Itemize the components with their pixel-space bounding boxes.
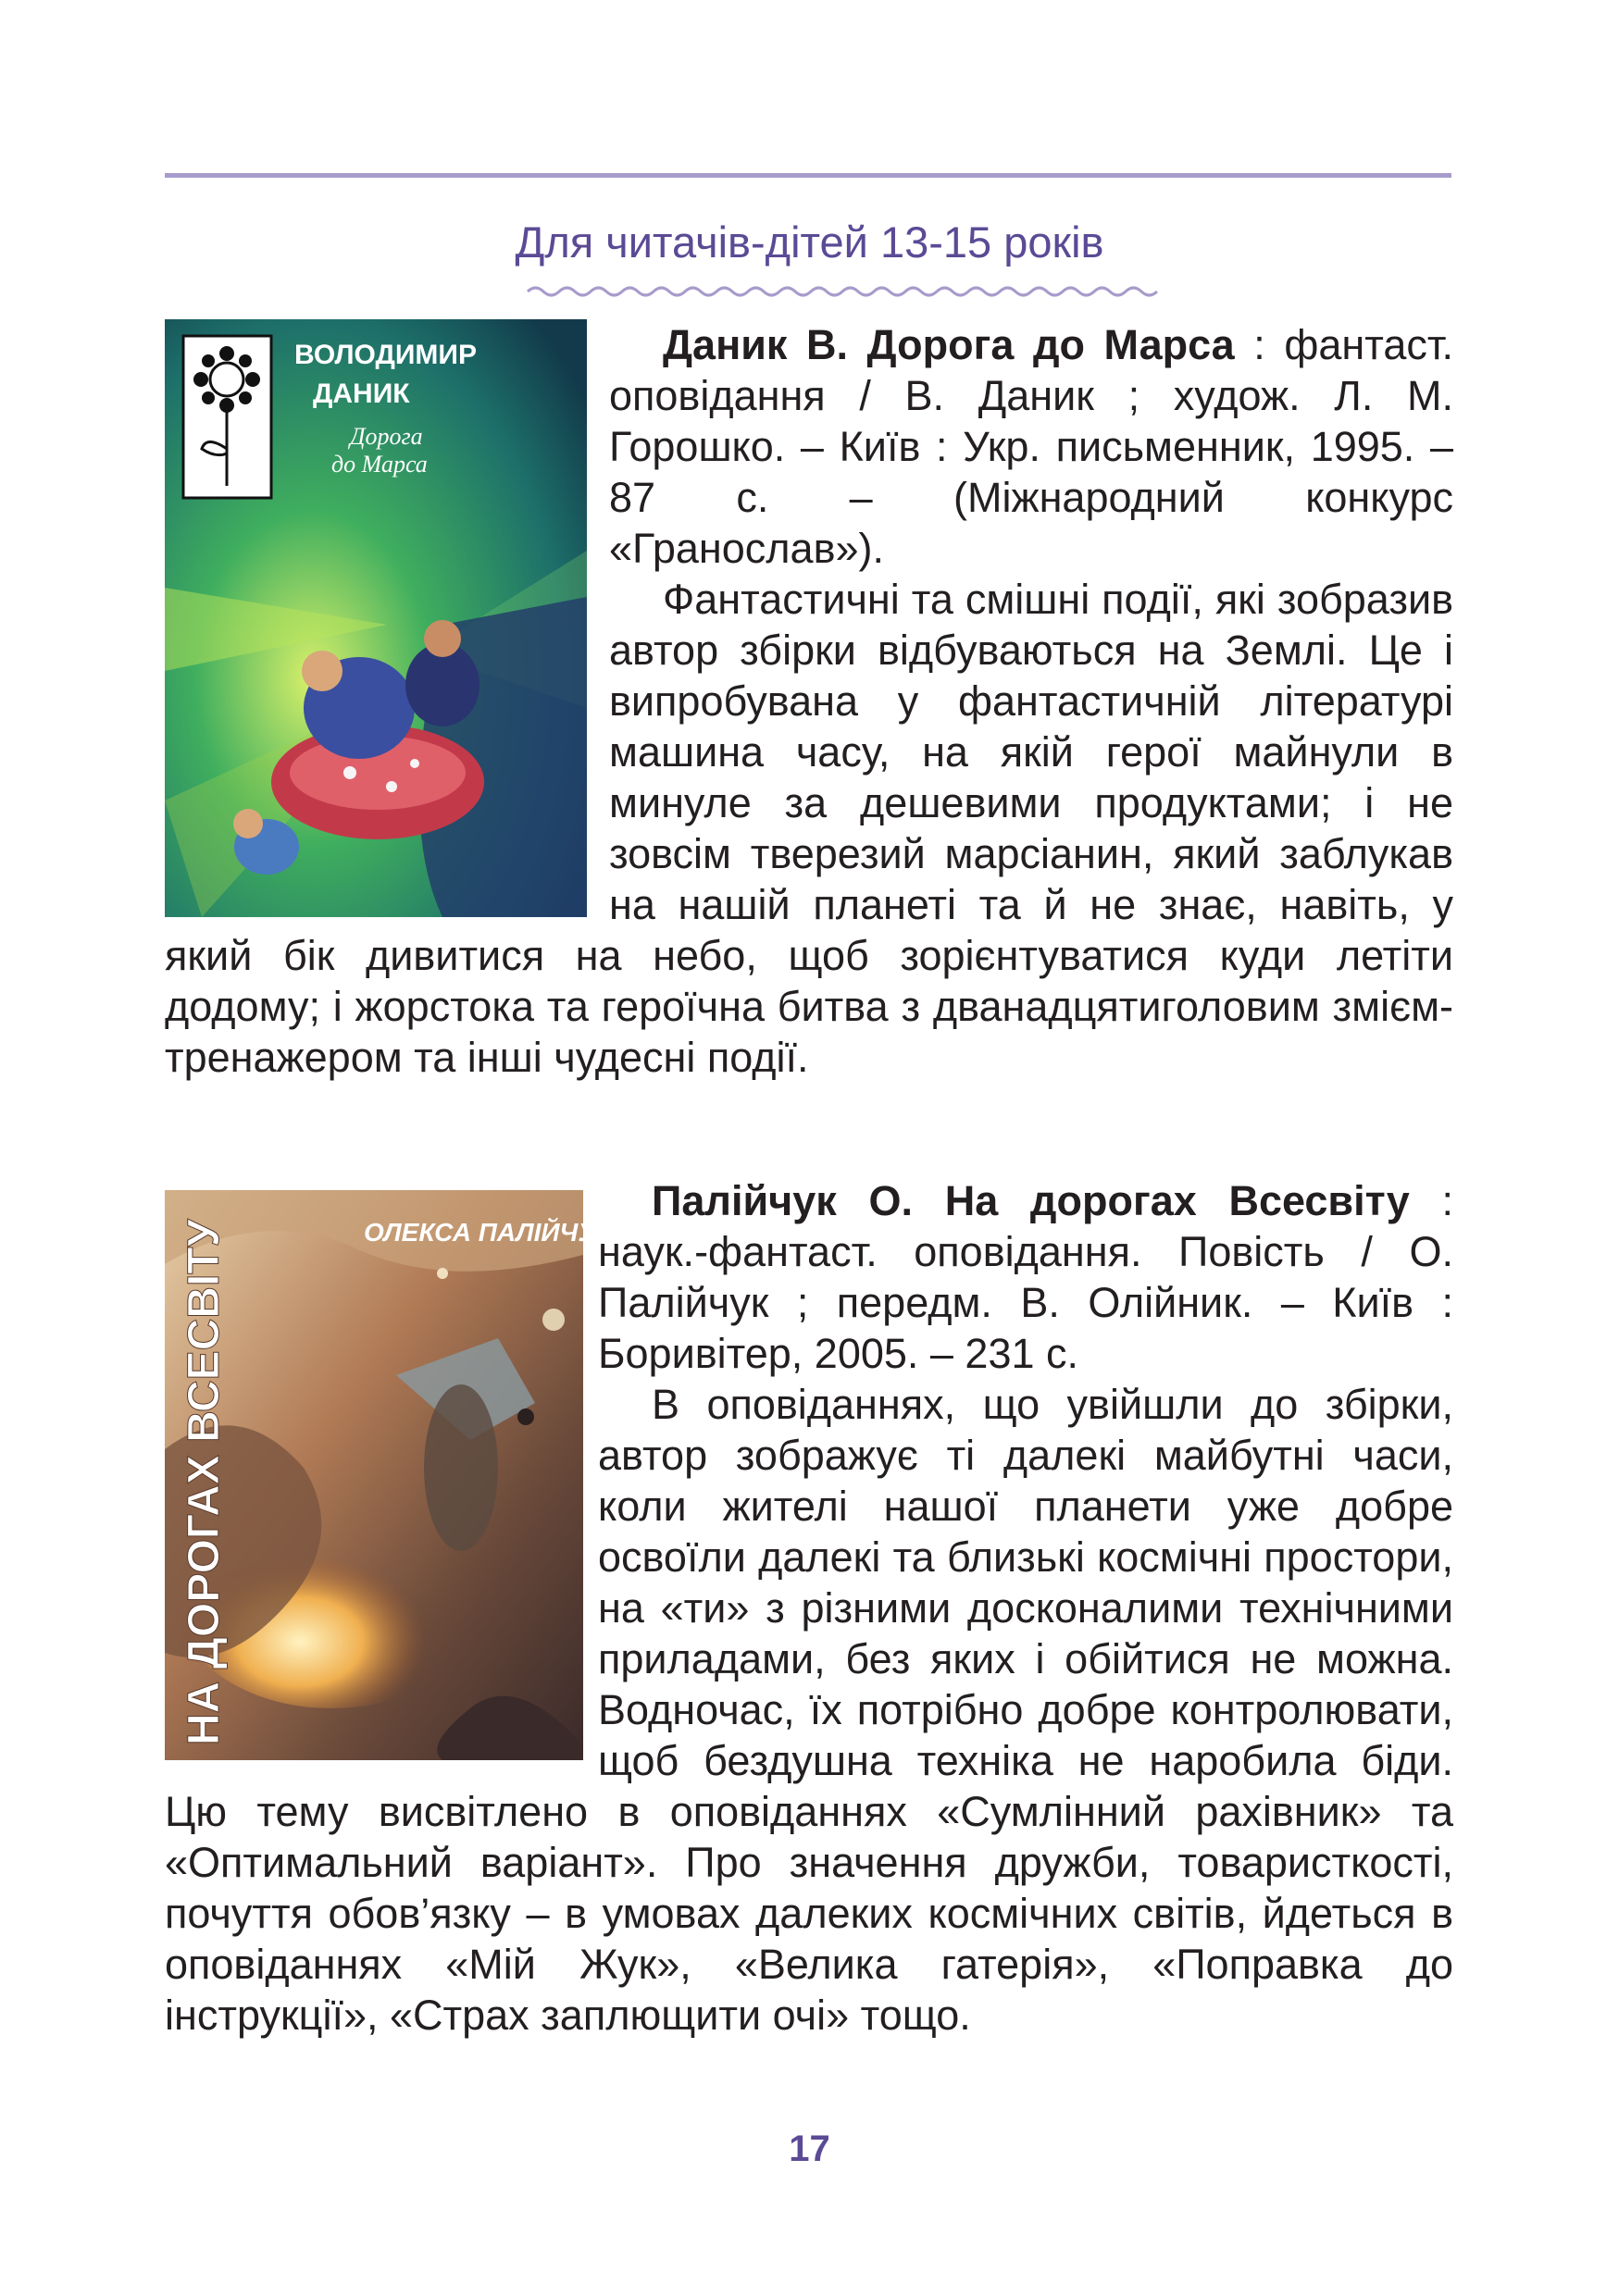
book-entry xyxy=(165,1175,1453,2041)
cover-title-line2: до Марса xyxy=(331,451,428,478)
annotation: В оповіданнях, що увійшли до збірки, автор зображує ті далекі майбутні часи, коли жителі нашої планети уже добре освоїли далекі та близькі космічні простори, на «ти» з різними досконалими технічними приладами, без яких і обійтися не можна. Водночас, їх потрібно добре контролювати, щоб бездушна техніка не наробила біди. Цю тему висвітлено в оповіданнях «Сумлінний рахівник» та «Оптимальний варіант». Про значення дружби, товаристкості, почуття обов’язку – в умовах далеких космічних світів, йдеться в оповіданнях «Мій Жук», «Велика гатерія», «Поправка до інструкції», «Страх заплющити очі» тощо. xyxy=(165,1381,1453,2039)
citation-title: Палійчук О. На дорогах Всесвіту xyxy=(652,1177,1410,1224)
wavy-divider xyxy=(528,282,1157,301)
section-title: Для читачів-дітей 13-15 років xyxy=(515,217,1104,267)
cover-title-line1: Дорога xyxy=(350,423,423,450)
cover-title: НА ДОРОГАХ ВСЕСВІТУ xyxy=(180,1219,229,1745)
annotation: Фантастичні та смішні події, які зобразив автор збірки відбуваються на Землі. Це і випробувана у фантастичній літературі машина часу, на якій герої майнули в минуле за дешевими продуктами; і не зовсім тверезий марсіанин, який заблукав на нашій планеті та й не знає, навіть, у який бік дивитися на небо, щоб зорієнтуватися куди летіти додому; і жорстока та героїчна битва з дванадцятиголовим змієм-тренажером та інші чудесні події. xyxy=(165,576,1453,1081)
cover-author: ОЛЕКСА ПАЛІЙЧУК xyxy=(364,1218,612,1247)
cover-author-line1: ВОЛОДИМИР xyxy=(294,340,477,370)
book-cover-image xyxy=(165,319,587,917)
citation-title: Даник В. Дорога до Марса xyxy=(663,321,1235,368)
book-cover-image xyxy=(165,1190,612,1760)
citation-details: : фантаст. оповідання / В. Даник ; худож. Л. М. Горошко. – Київ : Укр. письменник, 1995. – 87 с. – (Міжнародний конкурс «Гранослав»). xyxy=(609,321,1453,572)
book-entry xyxy=(165,319,1453,1083)
citation-details: : наук.-фантаст. оповідання. Повість / О. Палійчук ; передм. В. Олійник. – Київ : Боривітер, 2005. – 231 с. xyxy=(598,1177,1453,1377)
page-number: 17 xyxy=(789,2128,830,2169)
header-rule xyxy=(165,173,1451,178)
cover-author-line2: ДАНИК xyxy=(313,379,410,409)
